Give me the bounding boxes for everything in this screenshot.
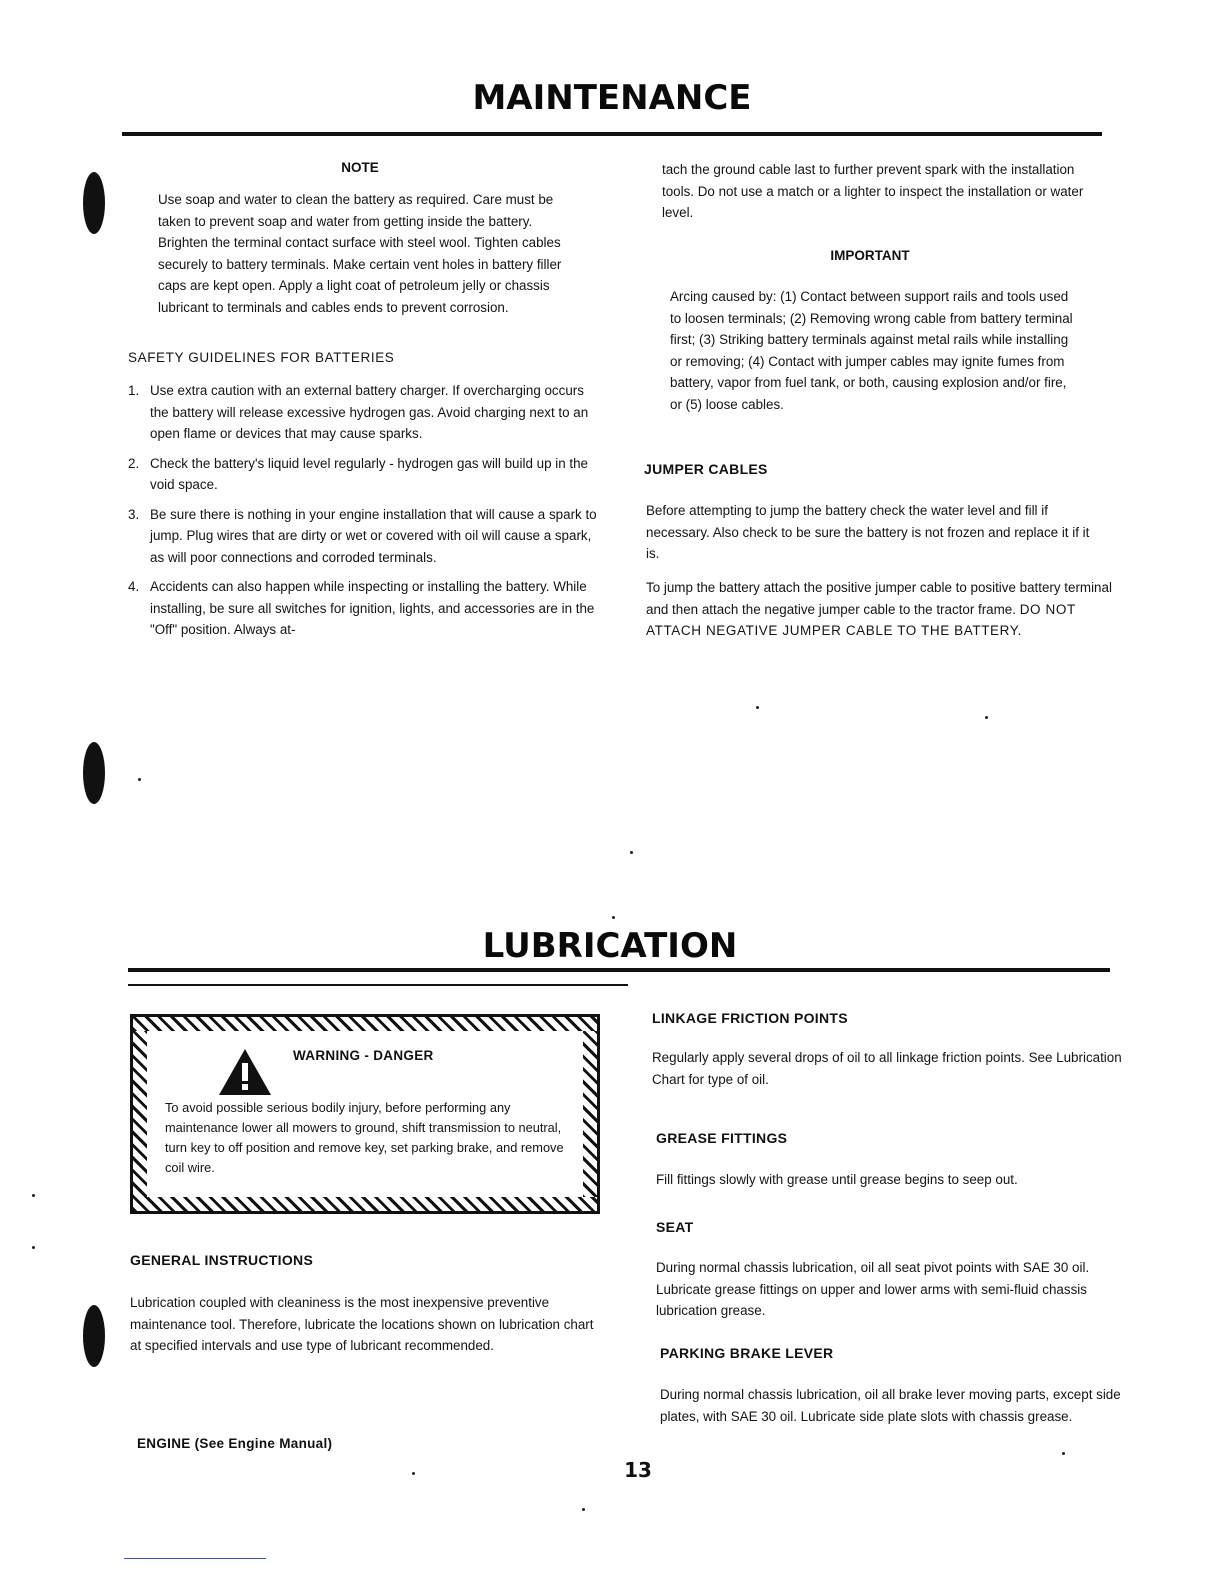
important-heading: IMPORTANT [830, 248, 910, 263]
scan-speck [32, 1194, 35, 1197]
seat-heading: SEAT [656, 1219, 694, 1235]
warning-triangle-icon [217, 1047, 273, 1097]
parking-heading: PARKING BRAKE LEVER [660, 1345, 834, 1361]
note-text: Use soap and water to clean the battery as required. Care must be taken to prevent soap and water from getting inside the battery. Brighten the terminal contact surface with steel wool. Tighten cables securely to battery terminals. Make certain vent holes in battery filler caps are kept open. Apply a light coat of petroleum jelly or chassis lubricant to terminals and cables ends to prevent corrosion. [158, 192, 562, 315]
grease-text: Fill fittings slowly with grease until grease begins to seep out. [656, 1172, 1018, 1187]
seat-text: During normal chassis lubrication, oil all seat pivot points with SAE 30 oil. Lubricate grease fittings on upper and lower arms with semi-fluid chassis lubrication grease. [656, 1260, 1090, 1318]
safety-item: 1. Use extra caution with an external battery charger. If overcharging occurs the battery will release excessive hydrogen gas. Avoid charging next to an open flame or devices that may cause sparks. [128, 383, 589, 441]
lubrication-rule [128, 968, 1110, 972]
safety-item: 2. Check the battery's liquid level regularly - hydrogen gas will build up in the void space. [128, 455, 588, 492]
binder-hole-middle [83, 742, 105, 804]
page-number: 13 [624, 1458, 652, 1482]
scan-speck [32, 1246, 35, 1249]
grease-heading: GREASE FITTINGS [656, 1130, 788, 1146]
warning-heading: WARNING - DANGER [293, 1048, 434, 1063]
general-text: Lubrication coupled with cleaniness is the most inexpensive preventive maintenance tool. Therefore, lubricate the locations shown on lubrication chart at specified intervals and use type of lubricant recommended. [130, 1295, 594, 1353]
bottom-edge-line [124, 1558, 266, 1559]
safety-list [128, 380, 598, 649]
parking-text: During normal chassis lubrication, oil all brake lever moving parts, except side plates, with SAE 30 oil. Lubricate side plate slots with chassis grease. [660, 1387, 1121, 1424]
continued-text: tach the ground cable last to further prevent spark with the installation tools. Do not use a match or a lighter to inspect the installation or water level. [662, 162, 1084, 220]
maintenance-rule [122, 132, 1102, 136]
linkage-text: Regularly apply several drops of oil to all linkage friction points. See Lubrication Chart for type of oil. [652, 1050, 1122, 1087]
binder-hole-bottom [83, 1305, 105, 1367]
maintenance-title: MAINTENANCE [472, 78, 752, 118]
safety-item: 4. Accidents can also happen while inspecting or installing the battery. While installing, be sure all switches for ignition, lights, and accessories are in the "Off" position. Always at- [128, 579, 595, 637]
linkage-heading: LINKAGE FRICTION POINTS [652, 1010, 848, 1026]
lubrication-title: LUBRICATION [482, 926, 738, 966]
scan-speck [412, 1472, 415, 1475]
safety-item: 3. Be sure there is nothing in your engine installation that will cause a spark to jump. Plug wires that are dirty or wet or covered with oil will cause a spark, as will poor connections and corroded terminals. [128, 506, 597, 565]
jumper-text-1: Before attempting to jump the battery check the water level and fill if necessary. Also check to be sure the battery is not frozen and replace it if it is. [646, 503, 1090, 561]
jumper-warning-caps: DO NOT ATTACH NEGATIVE JUMPER CABLE TO THE BATTERY. [646, 601, 1076, 638]
note-heading: NOTE [341, 160, 379, 175]
important-text: Arcing caused by: (1) Contact between support rails and tools used to loosen terminals; (2) Removing wrong cable from battery terminal first; (3) Striking battery terminals against metal rails while installing or removing; (4) Contact with jumper cables may ignite fumes from battery, vapor from fuel tank, or both, causing explosion and/or fire, or (5) loose cables. [670, 289, 1073, 412]
scan-speck [138, 778, 141, 781]
general-heading: GENERAL INSTRUCTIONS [130, 1252, 314, 1268]
binder-hole-top [83, 172, 105, 234]
engine-heading: ENGINE (See Engine Manual) [137, 1436, 333, 1451]
scan-speck [756, 706, 759, 709]
scan-speck [630, 851, 633, 854]
warning-text: To avoid possible serious bodily injury, before performing any maintenance lower all mowers to ground, shift transmission to neutral, turn key to off position and remove key, set parking brake, and remove coil wire. [165, 1100, 564, 1175]
warning-box-inner [147, 1031, 583, 1197]
jumper-heading: JUMPER CABLES [644, 461, 768, 477]
scan-speck [582, 1508, 585, 1511]
scan-speck [985, 716, 988, 719]
safety-heading: SAFETY GUIDELINES FOR BATTERIES [128, 350, 395, 365]
scan-speck [612, 916, 615, 919]
scan-speck [1062, 1452, 1065, 1455]
lubrication-rule-lower [128, 984, 628, 986]
warning-box [130, 1014, 600, 1214]
jumper-text-2: To jump the battery attach the positive jumper cable to positive battery terminal and then attach the negative jumper cable to the tractor frame. DO NOT ATTACH NEGATIVE JUMPER CABLE TO THE BATTERY. [646, 580, 1112, 638]
